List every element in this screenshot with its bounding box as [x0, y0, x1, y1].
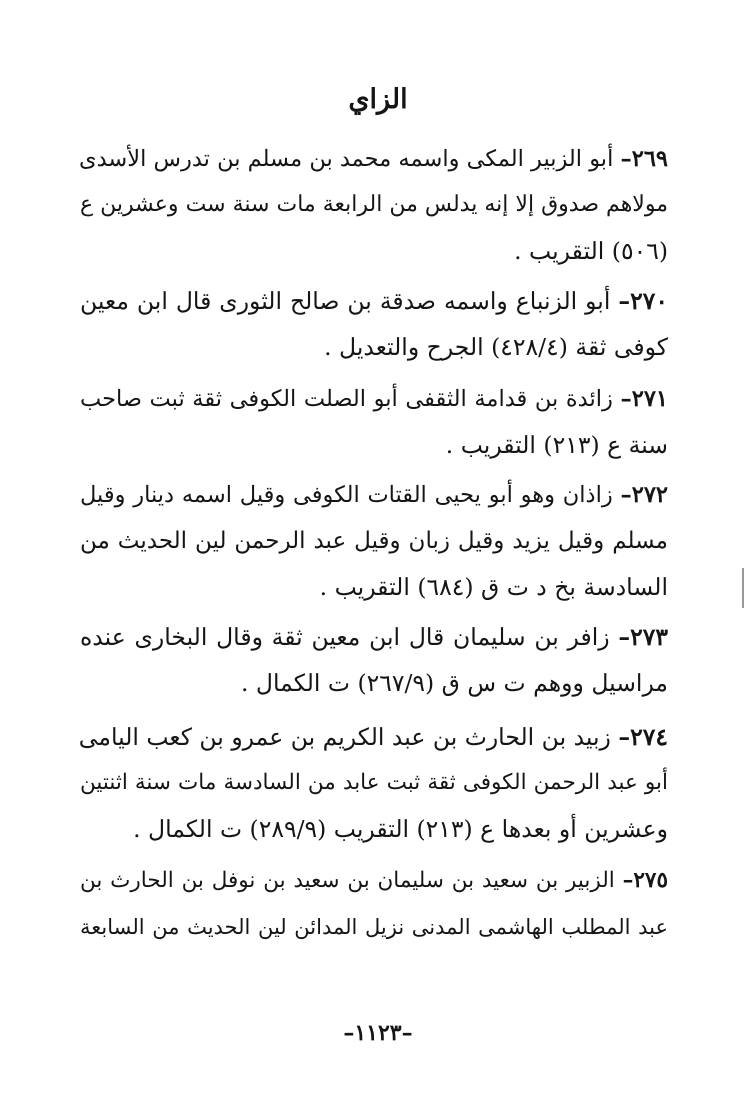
entry-line [80, 714, 668, 760]
entry-line [80, 136, 668, 182]
entry-text: أبو الزنباع واسمه صدقة بن صالح الثورى قال ابن معين [80, 287, 611, 315]
entry-274 [80, 714, 668, 852]
entry-number: ٢٧٠– [618, 287, 668, 315]
entry-270 [80, 278, 668, 370]
entry-line: أبو عبد الرحمن الكوفى ثقة ثبت عابد من السادسة مات سنة اثنتين [80, 770, 668, 795]
entry-271 [80, 376, 668, 468]
entry-number: ٢٧٣– [618, 623, 668, 651]
entry-273 [80, 614, 668, 706]
entry-text: الزبير بن سعيد بن سليمان بن سعيد بن نوفل بن الحارث بن [80, 868, 615, 893]
entry-line: مولاهم صدوق إلا إنه يدلس من الرابعة مات سنة ست وعشرين ع [80, 192, 668, 217]
entry-line: كوفى ثقة (٤٢٨/٤) الجرح والتعديل . [324, 333, 668, 361]
entry-272 [80, 472, 668, 610]
entry-269 [80, 136, 668, 274]
section-heading: الزاي [348, 84, 408, 115]
page-number: –١١٢٣– [343, 1020, 413, 1046]
entry-line [80, 278, 668, 324]
entry-line: السادسة بخ د ت ق (٦٨٤) التقريب . [319, 573, 668, 601]
entry-text: زافر بن سليمان قال ابن معين ثقة وقال البخارى عنده [80, 623, 610, 651]
entry-line: وعشرين أو بعدها ع (٢١٣) التقريب (٢٨٩/٩) ت الكمال . [133, 815, 668, 843]
entry-line: مسلم وقيل يزيد وقيل زبان وقيل عبد الرحمن لين الحديث من [80, 528, 668, 554]
entry-275 [80, 858, 668, 950]
entry-line [80, 472, 668, 518]
entry-text: زبيد بن الحارث بن عبد الكريم بن عمرو بن كعب اليامى [78, 723, 611, 751]
entry-line [80, 614, 668, 660]
entry-number: ٢٧٤– [618, 723, 668, 751]
entry-number: ٢٧١– [620, 386, 668, 412]
entry-text: أبو الزبير المكى واسمه محمد بن مسلم بن تدرس الأسدى [79, 146, 614, 172]
scan-margin-mark [742, 568, 744, 608]
entry-line: مراسيل ووهم ت س ق (٢٦٧/٩) ت الكمال . [240, 669, 668, 697]
entry-line [80, 858, 668, 904]
entry-text: زاذان وهو أبو يحيى القتات الكوفى وقيل اسمه دينار وقيل [80, 482, 613, 508]
entry-number: ٢٧٥– [622, 868, 668, 893]
entry-line: (٥٠٦) التقريب . [514, 237, 668, 265]
entry-line [80, 376, 668, 422]
entry-line: سنة ع (٢١٣) التقريب . [445, 431, 668, 459]
entry-number: ٢٦٩– [620, 146, 668, 172]
entry-number: ٢٧٢– [620, 482, 668, 508]
entry-line: عبد المطلب الهاشمى المدنى نزيل المدائن لين الحديث من السابعة [80, 915, 668, 939]
entry-text: زائدة بن قدامة الثقفى أبو الصلت الكوفى ثقة ثبت صاحب [80, 386, 613, 412]
